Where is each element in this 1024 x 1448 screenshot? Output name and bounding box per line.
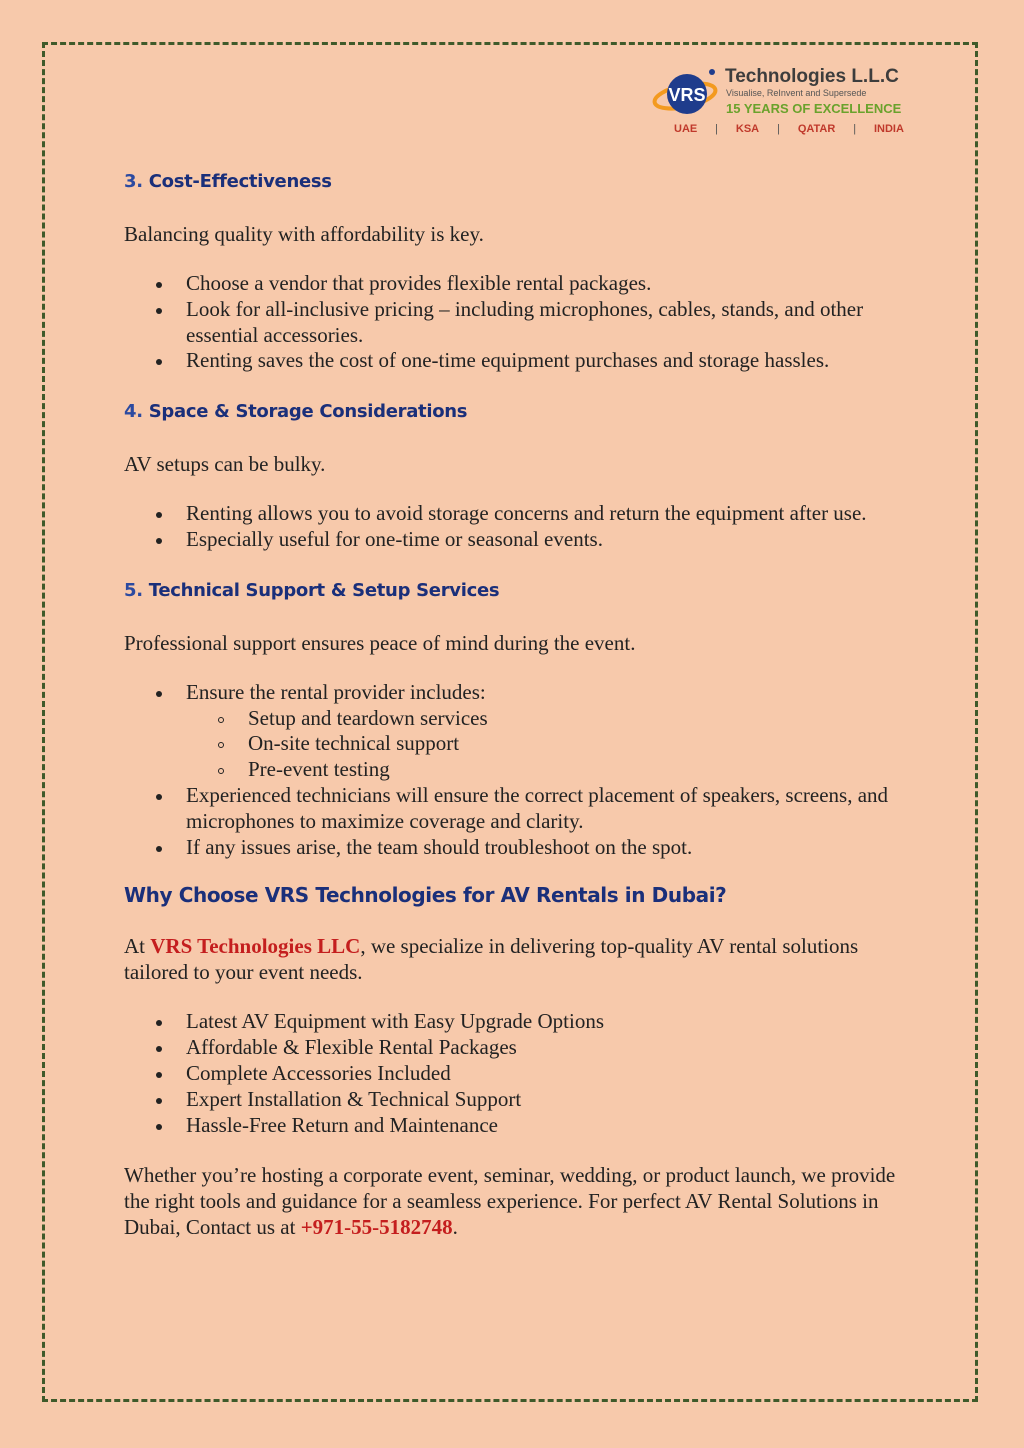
circle-bullet-icon: [218, 742, 224, 748]
section-heading-cost-effectiveness: 3. Cost-Effectiveness: [124, 171, 332, 192]
bullet-list: [124, 271, 904, 374]
section-heading-space-storage: 4. Space & Storage Considerations: [124, 401, 468, 423]
list-item: If any issues arise, the team should troubleshoot on the spot.: [124, 835, 904, 861]
list-item: Experienced technicians will ensure the correct placement of speakers, screens, and microphones to maximize coverage and clarity.: [124, 783, 904, 835]
logo-tagline: Visualise, ReInvent and Supersede: [726, 88, 867, 98]
list-item: Renting saves the cost of one-time equipment purchases and storage hassles.: [124, 348, 904, 374]
logo-years-badge: 15 YEARS OF EXCELLENCE: [726, 101, 902, 116]
bullet-icon: [156, 1020, 162, 1026]
list-item: Affordable & Flexible Rental Packages: [124, 1035, 904, 1061]
list-item: Hassle-Free Return and Maintenance: [124, 1113, 904, 1139]
sub-list-item: Pre-event testing: [186, 757, 904, 783]
list-item: Complete Accessories Included: [124, 1061, 904, 1087]
bullet-icon: [156, 538, 162, 544]
section-heading-why-choose: Why Choose VRS Technologies for AV Rentals in Dubai?: [124, 883, 727, 908]
bullet-icon: [156, 1046, 162, 1052]
paragraph: AV setups can be bulky.: [124, 452, 326, 477]
paragraph-intro: At VRS Technologies LLC, we specialize in delivering top-quality AV rental solutions tailored to your event needs.: [124, 934, 859, 985]
region-ksa: KSA: [735, 123, 760, 135]
region-india: INDIA: [873, 123, 904, 135]
benefits-list: [124, 1009, 904, 1138]
bullet-icon: [156, 1124, 162, 1130]
bullet-list: [124, 501, 904, 553]
list-item: Expert Installation & Technical Support: [124, 1087, 904, 1113]
document-body: [124, 168, 904, 1240]
section-heading-technical-support: 5. Technical Support & Setup Services: [124, 579, 500, 601]
sub-list: [186, 706, 904, 783]
bullet-icon: [156, 794, 162, 800]
list-item: Ensure the rental provider includes: Setup and teardown services On-site technical support Pre-event testing: [124, 680, 904, 783]
list-item: Especially useful for one-time or seasonal events.: [124, 527, 904, 553]
bullet-icon: [156, 846, 162, 852]
list-item: Renting allows you to avoid storage concerns and return the equipment after use.: [124, 501, 904, 527]
bullet-icon: [156, 1072, 162, 1078]
bullet-icon: [156, 1098, 162, 1104]
region-separator: |: [777, 123, 780, 135]
bullet-list: [124, 680, 904, 861]
region-qatar: QATAR: [797, 123, 836, 135]
logo-title: Technologies L.L.C: [725, 66, 899, 87]
paragraph: Professional support ensures peace of mind during the event.: [124, 630, 636, 655]
list-item: Look for all-inclusive pricing – including microphones, cables, stands, and other essential accessories.: [124, 297, 904, 349]
vrs-logo-icon: [652, 66, 718, 122]
bullet-icon: [156, 359, 162, 365]
region-separator: |: [715, 123, 718, 135]
logo-regions: [674, 123, 904, 135]
region-separator: |: [853, 123, 857, 135]
bullet-icon: [156, 282, 162, 288]
company-logo: [650, 62, 910, 142]
bullet-icon: [156, 512, 162, 518]
bullet-icon: [156, 691, 162, 697]
circle-bullet-icon: [218, 768, 224, 774]
circle-bullet-icon: [218, 717, 224, 723]
svg-text:VRS: VRS: [668, 85, 706, 105]
paragraph: Balancing quality with affordability is key.: [124, 222, 484, 246]
list-item: Latest AV Equipment with Easy Upgrade Options: [124, 1009, 904, 1035]
bullet-icon: [156, 308, 162, 314]
sub-list-item: Setup and teardown services: [186, 706, 904, 732]
list-item: Choose a vendor that provides flexible rental packages.: [124, 271, 904, 297]
sub-list-item: On-site technical support: [186, 731, 904, 757]
phone-number-link[interactable]: +971-55-5182748: [300, 1215, 453, 1240]
paragraph-closing: Whether you’re hosting a corporate event, seminar, wedding, or product launch, we provide the right tools and guidance for a seamless experience. For perfect AV Rental Solutions in Dubai, Contact us at +971-55-5182748.: [124, 1163, 896, 1240]
company-name: VRS Technologies LLC: [150, 934, 361, 959]
region-uae: UAE: [674, 123, 698, 135]
